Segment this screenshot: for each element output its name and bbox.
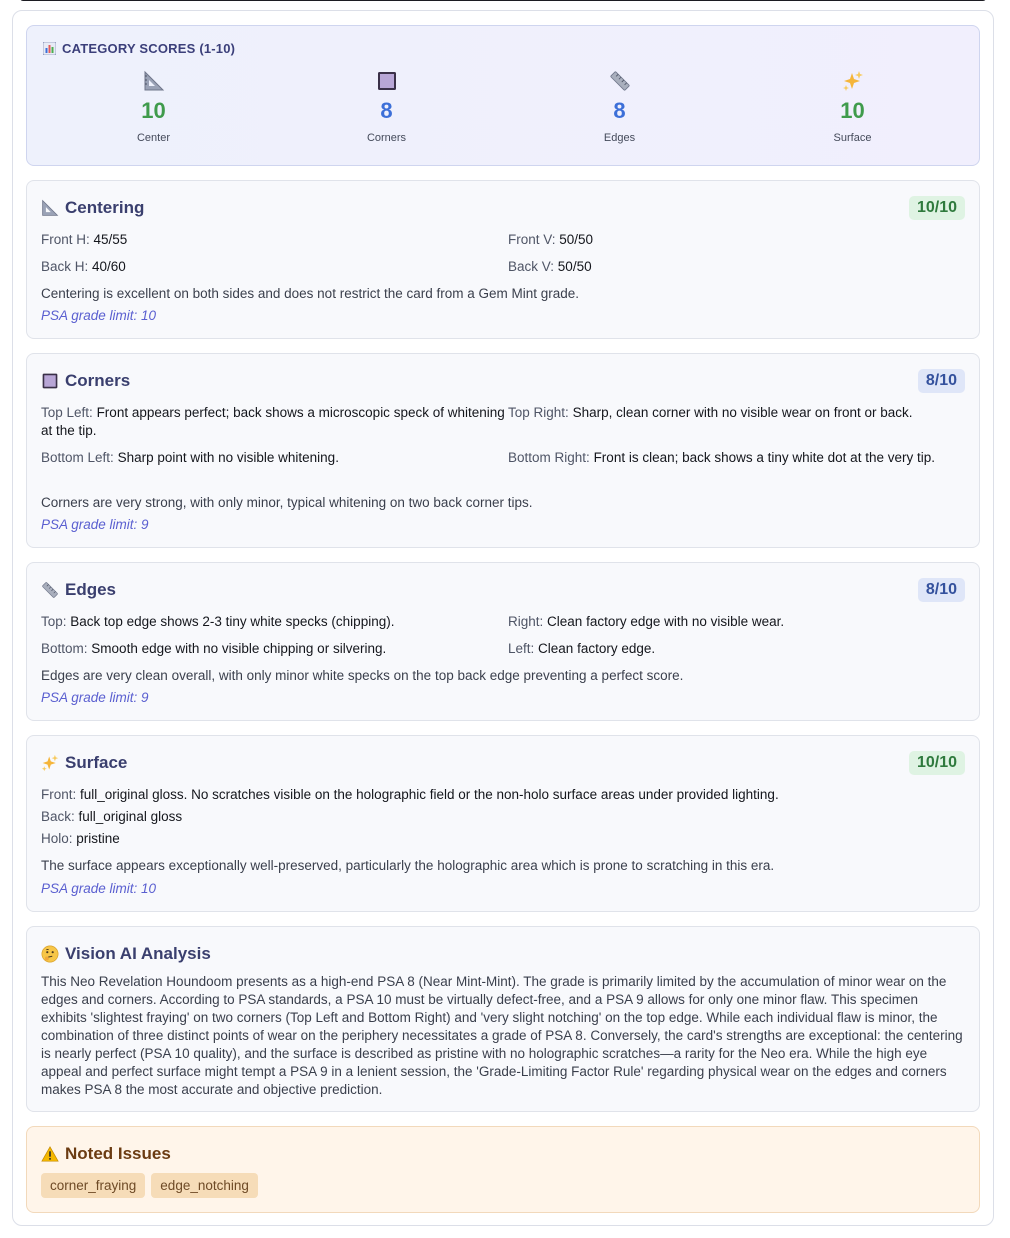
- surface-back-row: Back: full_original gloss: [41, 809, 183, 824]
- centering-title: Centering: [65, 198, 145, 217]
- issue-tag: corner_fraying: [41, 1173, 145, 1198]
- score-corners-label: Corners: [366, 132, 407, 144]
- front-h-row: Front H: 45/55: [41, 232, 128, 247]
- sparkles-icon: [842, 70, 864, 92]
- triangle-ruler-icon: [41, 199, 59, 217]
- corners-score-badge: 8/10: [918, 369, 965, 393]
- score-center-value: 10: [141, 98, 166, 123]
- score-edges: [503, 70, 736, 144]
- corners-title: Corners: [65, 371, 131, 390]
- corners-summary: Corners are very strong, with only minor, typical whitening on two back corner tips.: [41, 495, 533, 510]
- top-right-row: Top Right: Sharp, clean corner with no visible wear on front or back.: [508, 405, 913, 420]
- bottom-left-row: Bottom Left: Sharp point with no visible whitening.: [41, 450, 339, 465]
- analysis-text: This Neo Revelation Houndoom presents as a high-end PSA 8 (Near Mint-Mint). The grade is primarily limited by the accumulation of minor wear on the edges and corners. According to PSA standards, a PSA 10 must be virtually defect-free, and a PSA 9 allows for only one minor flaw. This specimen exhibits 'slightest fraying' on two corners (Top Left and Bottom Right) and 'very slight notching' on the top edge. While each individual flaw is minor, the combination of three distinct points of wear on the periphery necessitates a grade of PSA 8. Conversely, the card's strengths are exceptional: the centering is nearly perfect (PSA 10 quality), and the surface is described as pristine with no holographic scratches—a rarity for the Neo era. While the high eye appeal and perfect surface might tempt a PSA 9 in a lenient session, the 'Grade-Limiting Factor Rule' regarding physical wear on the edges and corners makes PSA 8 the most accurate and objective prediction.: [41, 974, 963, 1097]
- score-corners: [270, 70, 503, 144]
- top-edge-row: Top: Back top edge shows 2-3 tiny white specks (chipping).: [41, 614, 395, 629]
- bottom-right-row: Bottom Right: Front is clean; back shows a tiny white dot at the very tip.: [508, 450, 935, 465]
- right-edge-row: Right: Clean factory edge with no visible wear.: [508, 614, 785, 629]
- category-scores-title: CATEGORY SCORES (1-10): [62, 41, 236, 56]
- issue-tags: [41, 1173, 258, 1198]
- edges-title: Edges: [65, 580, 117, 599]
- noted-issues-card: [26, 1126, 980, 1213]
- corners-grade-limit: PSA grade limit: 9: [41, 517, 149, 532]
- centering-score-badge: 10/10: [909, 196, 965, 220]
- noted-issues-title: Noted Issues: [65, 1144, 171, 1163]
- bar-chart-icon: [43, 42, 56, 55]
- analysis-card: [26, 926, 980, 1112]
- ruler-icon: [609, 70, 631, 92]
- surface-summary: The surface appears exceptionally well-preserved, particularly the holographic area which is prone to scratching in this era.: [41, 858, 775, 873]
- centering-summary: Centering is excellent on both sides and does not restrict the card from a Gem Mint grade.: [41, 286, 580, 301]
- front-v-row: Front V: 50/50: [508, 232, 594, 247]
- top-left-row: Top Left: Front appears perfect; back shows a microscopic speck of whitening at the tip.: [41, 405, 505, 438]
- category-scores-header: [43, 41, 235, 56]
- centering-card: [26, 180, 980, 339]
- edges-card: [26, 562, 980, 721]
- square-icon: [376, 70, 398, 92]
- score-corners-value: 8: [380, 98, 393, 123]
- ruler-icon: [41, 581, 59, 599]
- score-center-label: Center: [136, 132, 171, 144]
- triangle-ruler-icon: [143, 70, 165, 92]
- analysis-title: Vision AI Analysis: [65, 944, 211, 963]
- edges-grade-limit: PSA grade limit: 9: [41, 690, 149, 705]
- category-scores-card: [26, 25, 980, 166]
- score-surface: [736, 70, 969, 144]
- score-edges-value: 8: [613, 98, 626, 123]
- warning-icon: [41, 1145, 59, 1163]
- score-surface-value: 10: [840, 98, 865, 123]
- surface-front-row: Front: full_original gloss. No scratches visible on the holographic field or the non-holo surface areas under provided lighting.: [41, 787, 779, 802]
- sparkles-icon: [41, 754, 59, 772]
- back-h-row: Back H: 40/60: [41, 259, 126, 274]
- score-edges-label: Edges: [603, 132, 636, 144]
- surface-holo-row: Holo: pristine: [41, 831, 120, 846]
- edges-score-badge: 8/10: [918, 578, 965, 602]
- left-edge-row: Left: Clean factory edge.: [508, 641, 656, 656]
- square-icon: [41, 372, 59, 390]
- corners-card: [26, 353, 980, 548]
- score-surface-label: Surface: [833, 132, 872, 144]
- issue-tag: edge_notching: [151, 1173, 258, 1198]
- back-v-row: Back V: 50/50: [508, 259, 592, 274]
- surface-grade-limit: PSA grade limit: 10: [41, 881, 157, 896]
- surface-title: Surface: [65, 753, 128, 772]
- score-center: [37, 70, 270, 144]
- top-bar: [20, 0, 986, 1]
- bottom-edge-row: Bottom: Smooth edge with no visible chipping or silvering.: [41, 641, 387, 656]
- surface-card: [26, 735, 980, 912]
- thinking-face-icon: [41, 945, 59, 963]
- edges-summary: Edges are very clean overall, with only minor white specks on the top back edge preventing a perfect score.: [41, 668, 684, 683]
- surface-score-badge: 10/10: [909, 751, 965, 775]
- centering-grade-limit: PSA grade limit: 10: [41, 308, 157, 323]
